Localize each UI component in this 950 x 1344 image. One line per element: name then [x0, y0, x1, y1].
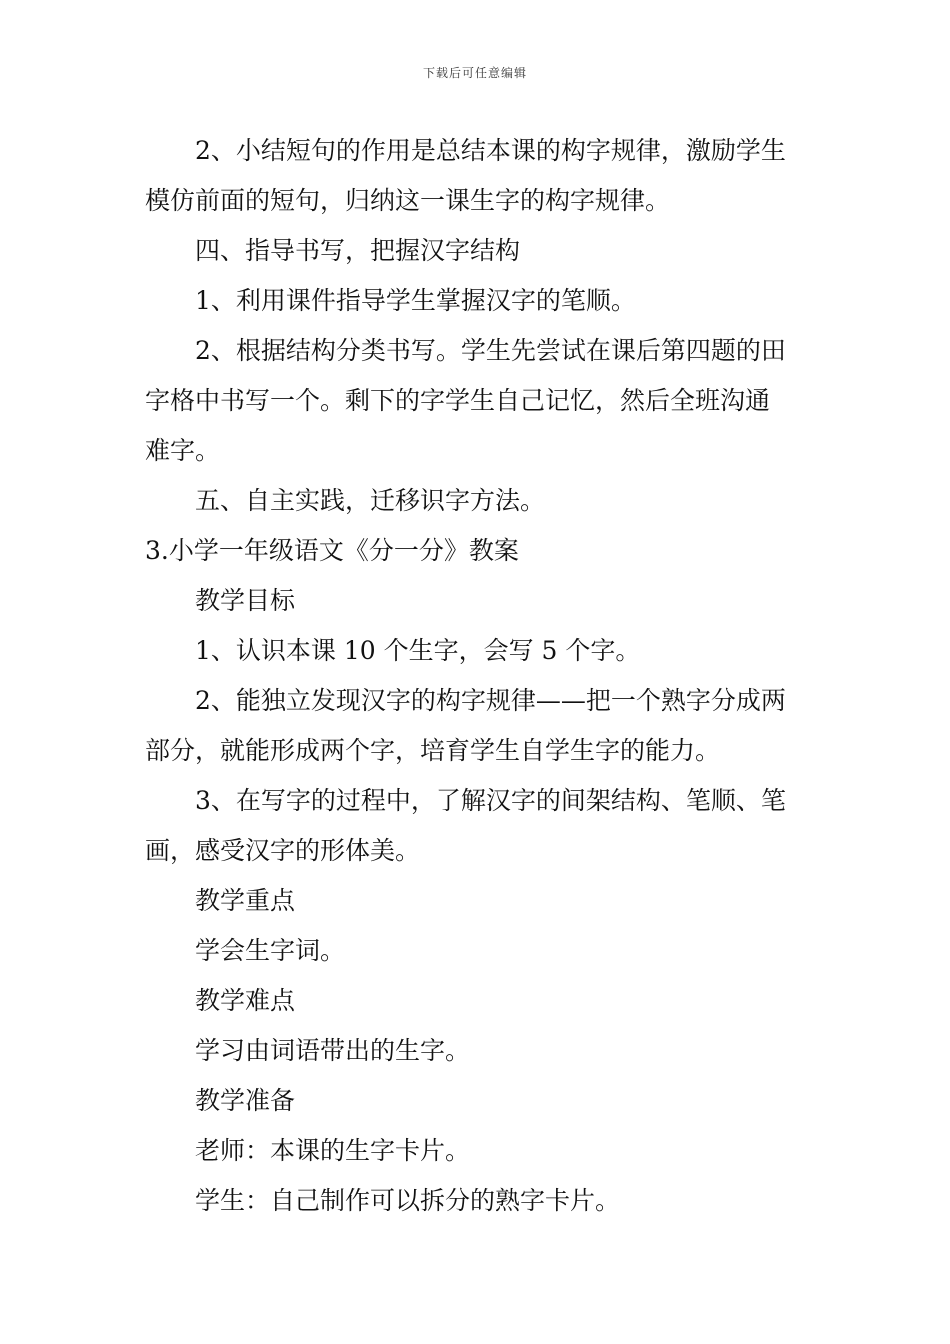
paragraph-line: 字格中书写一个。剩下的字学生自己记忆，然后全班沟通 [145, 386, 771, 415]
paragraph-line: 2、小结短句的作用是总结本课的构字规律，激励学生 [195, 136, 786, 165]
paragraph-line: 学习由词语带出的生字。 [195, 1036, 471, 1065]
section-heading: 四、指导书写，把握汉字结构 [195, 236, 521, 265]
subsection-heading: 教学重点 [195, 886, 296, 915]
page-header-note: 下载后可任意编辑 [422, 66, 527, 80]
paragraph-line: 1、认识本课 10 个生字，会写 5 个字。 [195, 636, 641, 665]
paragraph-line: 画，感受汉字的形体美。 [145, 836, 421, 865]
paragraph-line: 部分，就能形成两个字，培育学生自学生字的能力。 [145, 736, 721, 765]
paragraph-line: 2、根据结构分类书写。学生先尝试在课后第四题的田 [195, 336, 786, 365]
paragraph-line: 2、能独立发现汉字的构字规律——把一个熟字分成两 [195, 686, 786, 715]
paragraph-line: 学会生字词。 [195, 936, 346, 965]
paragraph-line: 1、利用课件指导学生掌握汉字的笔顺。 [195, 286, 636, 315]
subsection-heading: 教学难点 [195, 986, 296, 1015]
paragraph-line: 3、在写字的过程中，了解汉字的间架结构、笔顺、笔 [195, 786, 786, 815]
paragraph-line: 老师：本课的生字卡片。 [195, 1136, 471, 1165]
paragraph-line: 难字。 [145, 436, 221, 465]
lesson-title: 3.小学一年级语文《分一分》教案 [145, 536, 519, 565]
paragraph-line: 学生：自己制作可以拆分的熟字卡片。 [195, 1186, 621, 1215]
subsection-heading: 教学目标 [195, 586, 296, 615]
section-heading: 五、自主实践，迁移识字方法。 [195, 486, 546, 515]
document-body [145, 126, 809, 1226]
paragraph-line: 模仿前面的短句，归纳这一课生字的构字规律。 [145, 186, 671, 215]
subsection-heading: 教学准备 [195, 1086, 296, 1115]
